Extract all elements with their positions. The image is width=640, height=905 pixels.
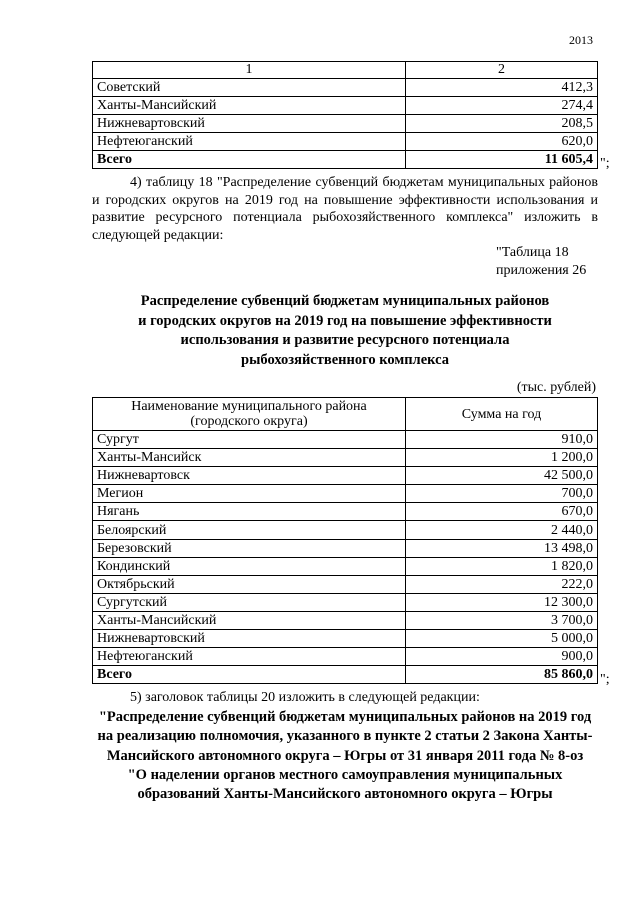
- row-value: 42 500,0: [406, 467, 598, 485]
- table-row: [93, 521, 598, 539]
- row-value: 670,0: [406, 503, 598, 521]
- table-row: [93, 648, 598, 666]
- row-value: 274,4: [406, 97, 598, 115]
- table-title-line: использования и развитие ресурсного потенциала: [180, 332, 510, 348]
- heading-line: Мансийского автономного округа – Югры от 31 января 2011 года № 8-оз: [106, 747, 584, 764]
- table-row: [93, 467, 598, 485]
- table-row: [93, 79, 598, 97]
- table-20-heading: [84, 708, 606, 804]
- row-value: 222,0: [406, 575, 598, 593]
- total-value: 11 605,4: [406, 151, 598, 169]
- row-value: 13 498,0: [406, 539, 598, 557]
- row-name: Белоярский: [93, 521, 406, 539]
- heading-line: на реализацию полномочия, указанного в пункте 2 статьи 2 Закона Ханты-: [97, 728, 593, 745]
- table-title-line: рыбохозяйственного комплекса: [241, 351, 449, 368]
- row-name: Сургутский: [93, 593, 406, 611]
- total-label: Всего: [93, 151, 406, 169]
- unit-label: (тыс. рублей): [516, 380, 596, 395]
- row-value: 412,3: [406, 79, 598, 97]
- header-municipality: Наименование муниципального района (городского округа): [93, 398, 406, 431]
- total-value: 85 860,0: [406, 666, 598, 684]
- table-row: [93, 575, 598, 593]
- row-value: 3 700,0: [406, 611, 598, 629]
- row-value: 700,0: [406, 485, 598, 503]
- row-value: 12 300,0: [406, 593, 598, 611]
- table-title: [92, 292, 598, 370]
- table-row: [93, 611, 598, 629]
- table-row: [93, 630, 598, 648]
- table-row: [93, 539, 598, 557]
- row-value: 5 000,0: [406, 630, 598, 648]
- paragraph-4-text: 4) таблицу 18 "Распределение субвенций бюджетам муниципальных районов и городских округов на 2019 год на повышение эффективности использования и развитие ресурсного потенциала рыбохозяйственного комплекса" изложить в следующей редакции:: [92, 175, 598, 244]
- table-row: [93, 431, 598, 449]
- total-row: [93, 151, 598, 169]
- row-name: Октябрьский: [93, 575, 406, 593]
- row-name: Мегион: [93, 485, 406, 503]
- column-number-2: 2: [406, 62, 598, 79]
- row-name: Нефтеюганский: [93, 133, 406, 151]
- row-value: 620,0: [406, 133, 598, 151]
- table-row: [93, 557, 598, 575]
- closing-quote: ";: [600, 672, 610, 687]
- table-reference-line-1: "Таблица 18: [496, 245, 569, 260]
- subvention-table: [92, 397, 598, 684]
- row-name: Ханты-Мансийск: [93, 449, 406, 467]
- row-name: Нягань: [93, 503, 406, 521]
- total-label: Всего: [93, 666, 406, 684]
- table-continued: [92, 61, 598, 169]
- paragraph-5: 5) заголовок таблицы 20 изложить в следующей редакции:: [130, 690, 480, 705]
- row-value: 2 440,0: [406, 521, 598, 539]
- heading-line: образований Ханты-Мансийского автономного округа – Югры: [137, 786, 553, 803]
- table-title-line: Распределение субвенций бюджетам муниципальных районов: [140, 293, 550, 309]
- table-row: [93, 503, 598, 521]
- page-number: 2013: [569, 33, 593, 47]
- row-name: Нижневартовский: [93, 630, 406, 648]
- row-name: Сургут: [93, 431, 406, 449]
- row-value: 910,0: [406, 431, 598, 449]
- table-row: [93, 593, 598, 611]
- heading-line: "Распределение субвенций бюджетам муниципальных районов на 2019 год: [98, 709, 592, 725]
- row-name: Кондинский: [93, 557, 406, 575]
- row-name: Ханты-Мансийский: [93, 97, 406, 115]
- row-name: Березовский: [93, 539, 406, 557]
- total-row: [93, 666, 598, 684]
- row-name: Ханты-Мансийский: [93, 611, 406, 629]
- table-row: [93, 449, 598, 467]
- row-name: Советский: [93, 79, 406, 97]
- table-row: [93, 133, 598, 151]
- table-row: [93, 485, 598, 503]
- row-name: Нижневартовск: [93, 467, 406, 485]
- row-name: Нижневартовский: [93, 115, 406, 133]
- row-value: 208,5: [406, 115, 598, 133]
- table-row: [93, 97, 598, 115]
- row-value: 1 200,0: [406, 449, 598, 467]
- table-reference-line-2: приложения 26: [496, 262, 587, 278]
- table-row: [93, 115, 598, 133]
- table-reference: [496, 244, 586, 279]
- column-number-1: 1: [93, 62, 406, 79]
- row-value: 1 820,0: [406, 557, 598, 575]
- paragraph-4: [92, 174, 598, 245]
- row-name: Нефтеюганский: [93, 648, 406, 666]
- heading-line: "О наделении органов местного самоуправления муниципальных: [127, 766, 563, 783]
- header-amount: Сумма на год: [406, 398, 598, 431]
- row-value: 900,0: [406, 648, 598, 666]
- table-title-line: и городских округов на 2019 год на повышение эффективности: [138, 312, 552, 329]
- closing-quote: ";: [600, 156, 610, 171]
